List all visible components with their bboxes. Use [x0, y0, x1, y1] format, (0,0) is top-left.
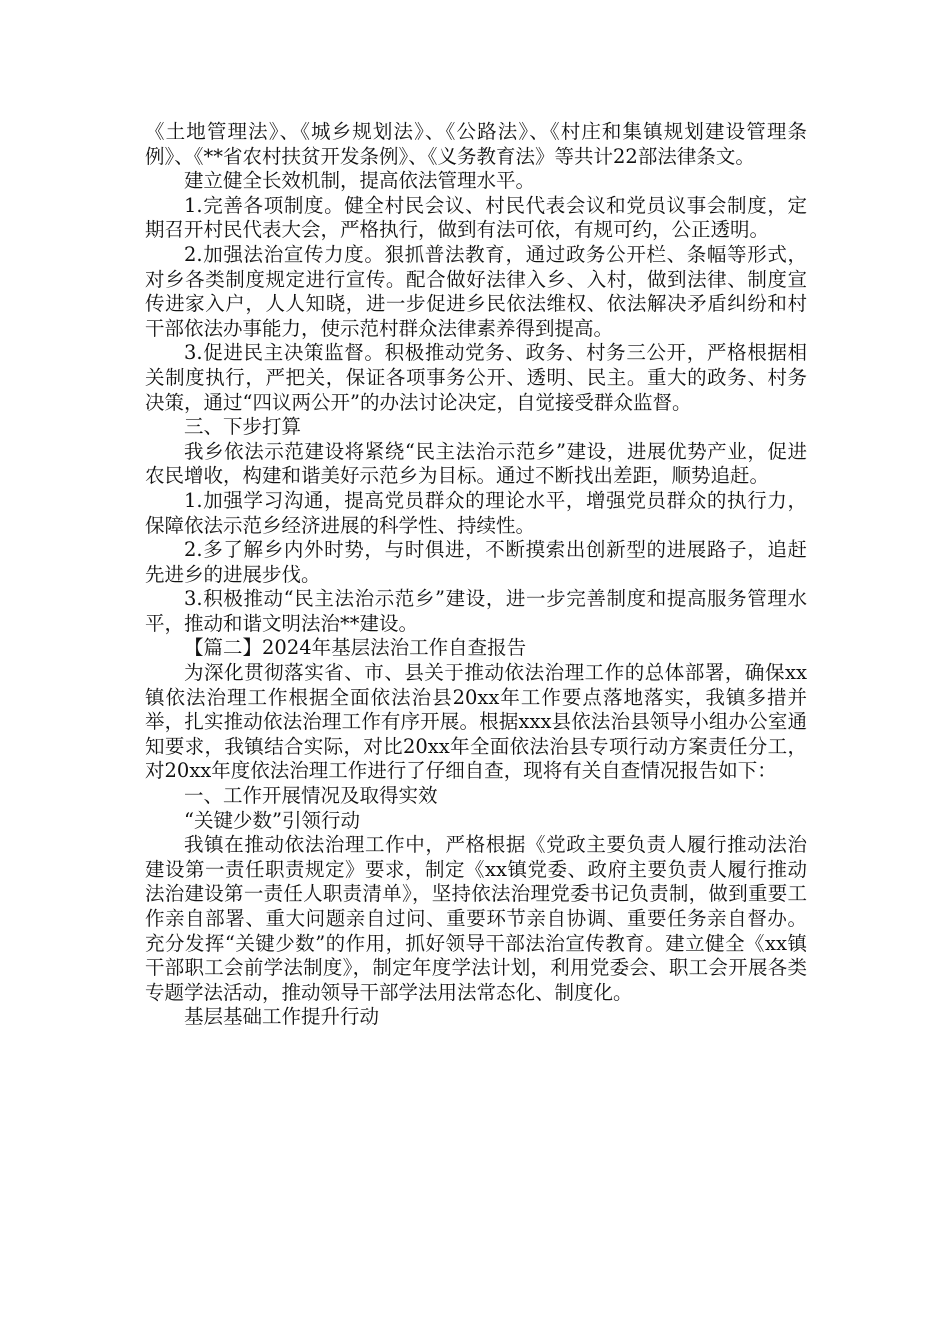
section-heading-work-progress: 一、工作开展情况及取得实效 — [184, 784, 438, 808]
paragraph-plan-3: 3.积极推动“民主法治示范乡”建设，进一步完善制度和提高服务管理水平，推动和谐文明法治**建设。 — [145, 587, 807, 635]
paragraph-key-minority-body: 我镇在推动依法治理工作中，严格根据《党政主要负责人履行推动法治建设第一责任职责规定》要求，制定《xx镇党委、政府主要负责人履行推动法治建设第一责任人职责清单》，坚持依法治理党委书记负责制，做到重要工作亲自部署、重大问题亲自过问、重要环节亲自协调、重要任务亲自督办。充分发挥“关键少数”的作用，抓好领导干部法治宣传教育。建立健全《xx镇干部职工会前学法制度》，制定年度学法计划，利用党委会、职工会开展各类专题学法活动，推动领导干部学法用法常态化、制度化。 — [145, 833, 807, 1004]
subheading-key-minority: “关键少数”引领行动 — [184, 808, 360, 832]
paragraph-item-2: 2.加强法治宣传力度。狠抓普法教育，通过政务公开栏、条幅等形式，对乡各类制度规定进行宣传。配合做好法律入乡、入村，做到法律、制度宣传进家入户，人人知晓，进一步促进乡民依法维权、依法解决矛盾纠纷和村干部依法办事能力，使示范村群众法律素养得到提高。 — [145, 242, 807, 340]
subheading-grassroots: 基层基础工作提升行动 — [184, 1005, 380, 1029]
paragraph-part-two-intro: 为深化贯彻落实省、市、县关于推动依法治理工作的总体部署，确保xx镇依法治理工作根据全面依法治县20xx年工作要点落地落实，我镇多措并举，扎实推动依法治理工作有序开展。根据xxx县依法治县领导小组办公室通知要求，我镇结合实际，对比20xx年全面依法治县专项行动方案责任分工，对20xx年度依法治理工作进行了仔细自查，现将有关自查情况报告如下： — [145, 661, 807, 783]
paragraph-next-steps-intro: 我乡依法示范建设将紧绕“民主法治示范乡”建设，进展优势产业，促进农民增收，构建和谐美好示范乡为目标。通过不断找出差距，顺势追赶。 — [145, 439, 807, 488]
paragraph-item-3: 3.促进民主决策监督。积极推动党务、政务、村务三公开，严格根据相关制度执行，严把关，保证各项事务公开、透明、民主。重大的政务、村务决策，通过“四议两公开”的办法讨论决定，自觉接受群众监督。 — [145, 341, 807, 414]
section-heading-next-steps: 三、下步打算 — [184, 415, 302, 439]
paragraph-plan-2: 2.多了解乡内外时势，与时俱进，不断摸索出创新型的进展路子，追赶先进乡的进展步伐。 — [145, 538, 807, 586]
paragraph-plan-1: 1.加强学习沟通，提高党员群众的理论水平，增强党员群众的执行力，保障依法示范乡经济进展的科学性、持续性。 — [145, 488, 807, 537]
paragraph-item-1: 1.完善各项制度。健全村民会议、村民代表会议和党员议事会制度，定期召开村民代表大会，严格执行，做到有法可依，有规可约，公正透明。 — [145, 193, 807, 242]
paragraph-heading-mechanism: 建立健全长效机制，提高依法管理水平。 — [184, 169, 536, 193]
document-body — [145, 120, 807, 1030]
paragraph-law-list: 《土地管理法》、《城乡规划法》、《公路法》、《村庄和集镇规划建设管理条例》、《**省农村扶贫开发条例》、《义务教育法》等共计22部法律条文。 — [145, 120, 807, 168]
article-title-part-two: 【篇二】2024年基层法治工作自查报告 — [184, 636, 527, 660]
